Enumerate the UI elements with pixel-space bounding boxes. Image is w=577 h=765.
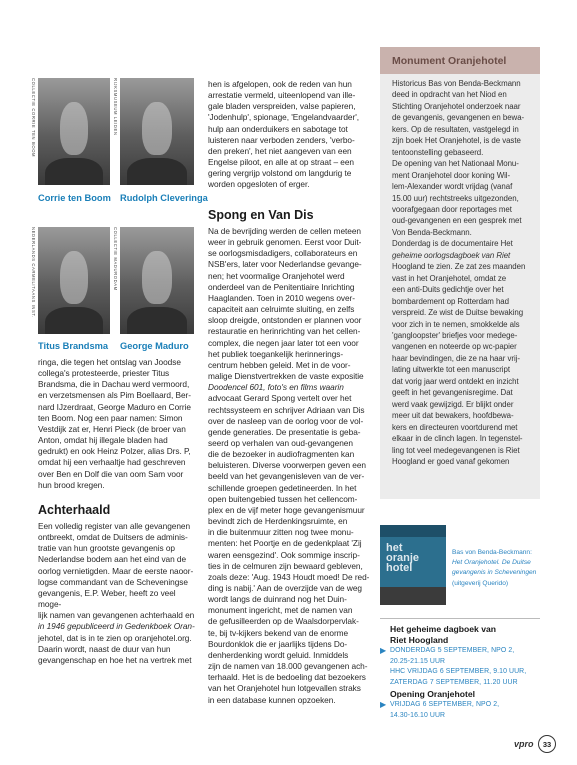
listing-item: HHC VRIJDAG 6 SEPTEMBER, 9.10 UUR,	[390, 668, 527, 676]
book-cover-title: oranje	[386, 552, 420, 564]
listing-item: ZATERDAG 7 SEPTEMBER, 11.20 UUR	[390, 679, 518, 687]
listing-title: Riet Hoogland	[390, 635, 449, 645]
sidebar-box	[380, 47, 540, 499]
portrait-photo-titus-brandsma	[38, 227, 110, 334]
column-1-intro: ringa, die tegen het ontslag van Joodse collega's protesteerde, priester Titus Brandsma, die in Dachau werd vermoord, en verzetsmensen als Pim Boellaard, Ber- nard IJzerdraat, George Maduro en Corrie ten Boom. Nog een paar namen: Simon Vestdijk zat er, Henri Pieck (de broer van Anton, omdat hij illegale bladen had gedrukt) en ook Heinz Polzer, alias Drs. P, omdat hij een verhaaltje had geschreven over Ben en Dolf die van oom Sam voor hun brood kregen.	[38, 357, 191, 490]
listing-dagboek	[380, 624, 540, 721]
listing-title: Opening Oranjehotel	[390, 688, 475, 699]
page-number-text: 33	[542, 739, 552, 749]
book-caption: Bas von Benda-Beckmann: Het Oranjehotel. De Duitse gevangenis in Scheveningen (uitgeverij Querido)	[452, 549, 537, 587]
photo-credit: NEDERLANDS CARMELITAANS INST.	[31, 227, 36, 318]
photo-credit: COLLECTIE MADURODAM	[113, 227, 118, 291]
page-number	[538, 735, 556, 753]
portrait-caption: Corrie ten Boom	[38, 193, 111, 203]
portrait-photo-george-maduro	[120, 227, 194, 334]
listing-item: DONDERDAG 5 SEPTEMBER, NPO 2,	[390, 647, 515, 654]
portrait-caption: George Maduro	[120, 341, 189, 351]
portrait-photo-rudolph-cleveringa	[120, 78, 194, 185]
vpro-logo: vpro	[514, 739, 534, 749]
play-arrow-icon: ▶	[380, 646, 387, 655]
listing-item: 20.25-21.15 UUR	[390, 657, 446, 665]
book-cover-title: hotel	[386, 562, 413, 574]
portrait-photo-corrie-ten-boom	[38, 78, 110, 185]
book-cover-title: het	[386, 542, 403, 554]
portrait-caption: Titus Brandsma	[38, 341, 109, 351]
photo-credit: COLLECTIE CORRIE TEN BOOM	[31, 78, 36, 158]
column-2-body: Na de bevrijding werden de cellen meteen weer in gebruik genomen. Eerst voor Duit- se oorlogsmisdadigers, collaborateurs en NSB'ers, later voor Nederlandse gevange- nen; het voormalige Oranjehotel werd onderdeel van de Penitentiaire Inrichting Haaglanden. Toen in 2010 wegens over- capaciteit aan celruimte sluiting, en zelfs sloop dreigde, ontstonden er plannen voor restauratie en herinrichting van het cellen- complex, die negen jaar later tot een voor het publiek toegankelijk herinnerings- centrum hebben geleid. Met in de voor- malige Dienstvertrekken de vaste expositie Doodencel 601, foto's en films waarin advocaat Gerard Spong vertelt over het rechtssysteem en schrijver Adriaan van Dis over de nasleep van de oorlog voor de vol- gende generaties. De presentatie is geba- seerd op verhalen van oud-gevangenen die de bezoeker in audiofragmenten kan beluisteren. Diverse voorwerpen geven een beeld van het gevangenisleven van de ver- schillende groepen gedetineerden. In het open buitengebied tussen het cellencom- plex en de vijf meter hoge gevangenismuur bevindt zich de Herdenkingsruimte, en in die buitenmuur zitten nog twee monu- menten: het Poortje en de gedenkplaat 'Zij waren eensgezind'. Ook sommige inscrip- ties in de celmuren zijn bewaard gebleven, zoals deze: 'Aug. 1943 Houdt moed! De red- ding is nabij.' Aan de overzijde van de weg wordt langs de duinrand nog het Duin- monument ingericht, met de namen van de gefusilleerden op de Waalsdorpervlak- te, bij tv-kijkers bekend van de enorme Bourdonklok die er jaarlijks tijdens Do- denherdenking wordt geluid. Inmiddels zijn de namen van 18.000 gevangenen ach- terhaald. Het is de bedoeling dat bezoekers van het Oranjehotel hun lotgevallen straks in een database kunnen opzoeken.	[208, 226, 370, 705]
sidebar-title: Monument Oranjehotel	[392, 55, 507, 67]
sidebar-header	[380, 47, 540, 74]
section-heading-achterhaald: Achterhaald	[38, 503, 111, 517]
play-arrow-icon: ▶	[380, 699, 387, 709]
listings-rule	[380, 618, 540, 619]
column-2-top: hen is afgelopen, ook de reden van hun arrestatie vermeld, uiteenlopend van ille- gale bladen verspreiden, valse papieren, 'Jodenhulp', spionage, 'Engelandvaarder', hulp aan onderduikers en sabotage tot luisteren naar verboden zenders, 'verbo- den preken', het niet aangeven van een Engelse piloot, en alle at op straat – een gering vergrijp volstond om langdurig te worden opgesloten of erger.	[208, 79, 359, 190]
section-heading-spong-en-van-dis: Spong en Van Dis	[208, 208, 314, 222]
listing-title: Het geheime dagboek van	[390, 624, 497, 634]
portrait-caption: Rudolph Cleveringa	[120, 193, 208, 203]
book-cover	[380, 525, 446, 605]
column-1-body: Een volledig register van alle gevangenen ontbreekt, omdat de Duitsers de adminis- tratie van hun grootste gevangenis op Nederlandse bodem aan het eind van de oorlog vernietigden. Maar de eerste naoor- logse commandant van de Scheveningse gevangenis, E.P. Weber, heeft zo veel moge- lijk namen van gevangenen achterhaald en in 1946 gepubliceerd in Gedenkboek Oran- jehotel, dat is in te zien op oranjehotel.org. Daarin wordt, naast de duur van hun gevangenschap en hoe het na vertrek met	[38, 521, 195, 665]
listing-item: 14.30-16.10 UUR	[390, 711, 446, 719]
listing-item: VRIJDAG 6 SEPTEMBER, NPO 2,	[390, 700, 500, 708]
photo-credit: RIJKSMUSEUM LEIDEN	[113, 78, 118, 136]
sidebar-text: Historicus Bas von Benda-Beckmann deed in opdracht van het Niod en Stichting Oranjehotel onderzoek naar de gevangenis, gevangenen en bewa- kers. Op de resultaten, vastgelegd in zijn boek Het Oranjehotel, is de vaste tentoonstelling gebaseerd. De opening van het Nationaal Monu- ment Oranjehotel door koning Wil- lem-Alexander wordt vrijdag (vanaf 15.00 uur) rechtstreeks uitgezonden, voorafgegaan door reportages met oud-gevangenen en een gesprek met Von Benda-Beckmann. Donderdag is de documentaire Het geheime oorlogsdagboek van Riet Hoogland te zien. Ze zat zes maanden vast in het Oranjehotel, omdat ze een anti-Duits gedichtje over het bombardement op Rotterdam had verspreid. Ze wist de Duitse bewaking voor zich in te nemen, smokkelde als 'gangloopster' briefjes voor medege- vangenen en noteerde op wc-papier haar bevindingen, die ze na haar vrij- lating uitwerkte tot een manuscript dat vorig jaar werd ontdekt en inzicht geeft in het gevangenisregime. Dat werd vaak gewijzigd. Er blijkt onder meer uit dat bewakers, hoofdbewa- kers en directeuren voortdurend met elkaar in de clinch lagen. In tegenstel- ling tot veel medegevangenen is Riet Hoogland er goed vanaf gekomen	[392, 79, 526, 466]
